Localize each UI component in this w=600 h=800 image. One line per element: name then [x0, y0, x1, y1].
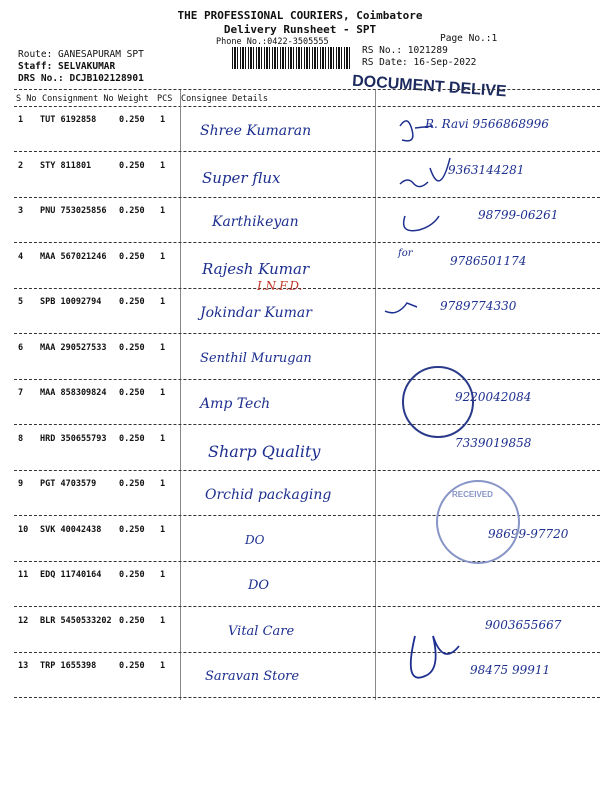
col-details: Consignee Details	[181, 94, 268, 104]
col-consignment: Consignment No	[42, 94, 114, 104]
row-consignee: Senthil Murugan	[200, 350, 312, 366]
row-pcs: 1	[160, 115, 166, 125]
row-receipt: 9363144281	[448, 162, 525, 177]
rs-date: RS Date: 16-Sep-2022	[362, 57, 477, 68]
row-sno: 2	[18, 160, 24, 171]
row-weight: 0.250	[119, 388, 145, 398]
row-receipt: R. Ravi 9566868996	[425, 117, 549, 131]
row-consignment: MAA 858309824	[40, 388, 107, 398]
row-pcs: 1	[160, 251, 166, 262]
row-weight: 0.250	[119, 342, 145, 353]
row-pcs: 1	[160, 297, 166, 307]
signature-13	[411, 636, 459, 678]
row-weight: 0.250	[119, 524, 145, 535]
row-weight: 0.250	[119, 479, 145, 489]
row-pcs: 1	[160, 206, 166, 216]
row-weight: 0.250	[119, 661, 145, 671]
row-consignment: PNU 753025856	[40, 206, 107, 216]
row-sno: 8	[18, 433, 24, 444]
row-sno: 12	[18, 615, 29, 626]
row-pcs: 1	[160, 524, 166, 535]
row-sno: 5	[18, 297, 24, 307]
row-weight: 0.250	[119, 206, 145, 216]
row-consignee: Vital Care	[228, 623, 295, 639]
row-receipt: 98699-97720	[488, 526, 569, 541]
row-consignee: Saravan Store	[205, 669, 300, 684]
row-consignment: EDQ 11740164	[40, 570, 102, 580]
inf-note: I.N.F.D.	[257, 279, 303, 293]
signature-2	[400, 158, 450, 187]
company-title: THE PROFESSIONAL COURIERS, Coimbatore	[177, 9, 423, 22]
row-consignee: Sharp Quality	[208, 441, 321, 461]
row-consignee: DO	[248, 578, 270, 593]
row-receipt: 98475 99911	[470, 663, 551, 677]
col-weight: Weight	[118, 94, 149, 104]
row-receipt: 9789774330	[440, 299, 517, 313]
received-stamp-label: RECEIVED	[452, 490, 493, 499]
row-consignment: SVK 40042438	[40, 524, 102, 535]
row-consignee: Super flux	[202, 168, 281, 187]
row-pcs: 1	[160, 479, 166, 489]
signature-3	[404, 216, 439, 231]
drs-number: DRS No.: DCJB102128901	[18, 73, 144, 84]
row-consignment: STY 811801	[40, 160, 92, 171]
row-sno: 13	[18, 661, 29, 671]
row-consignee: Rajesh Kumar	[202, 259, 310, 278]
row-sno: 1	[18, 115, 24, 125]
signature-5	[385, 303, 417, 313]
row-receipt: 9003655667	[485, 617, 562, 632]
phone-number: Phone No.:0422-3505555	[216, 37, 329, 47]
row-consignment: SPB 10092794	[40, 297, 102, 307]
rs-number: RS No.: 1021289	[362, 45, 448, 56]
row-consignment: TRP 1655398	[40, 661, 97, 671]
row-weight: 0.250	[119, 115, 145, 125]
row-receipt: 9786501174	[450, 253, 527, 268]
row-consignee: DO	[245, 532, 265, 547]
row-weight: 0.250	[119, 433, 145, 444]
row-weight: 0.250	[119, 570, 145, 580]
header-top-rule	[14, 89, 600, 90]
row-consignee: Shree Kumaran	[200, 123, 312, 139]
row-consignment: BLR 5450533202	[40, 615, 112, 626]
row-consignment: PGT 4703579	[40, 479, 97, 489]
col-sno: S No	[16, 94, 37, 104]
row-receipt: 7339019858	[455, 435, 532, 450]
row-sno: 9	[18, 479, 24, 489]
row-sno: 4	[18, 251, 24, 262]
row-consignment: HRD 350655793	[40, 433, 107, 444]
signature-1	[400, 121, 433, 141]
row-pcs: 1	[160, 342, 166, 353]
row-consignment: MAA 567021246	[40, 251, 107, 262]
row-weight: 0.250	[119, 615, 145, 626]
row-sno: 3	[18, 206, 24, 216]
route: Route: GANESAPURAM SPT	[18, 49, 144, 60]
row-consignee: Amp Tech	[200, 396, 271, 412]
row-sno: 10	[18, 524, 29, 535]
page-number: Page No.:1	[440, 33, 498, 44]
row-consignment: TUT 6192858	[40, 115, 97, 125]
row-sno: 6	[18, 342, 24, 353]
sheet-title: Delivery Runsheet - SPT	[223, 23, 377, 36]
row-weight: 0.250	[119, 251, 145, 262]
divider-details	[180, 90, 181, 700]
signatures-layer	[375, 106, 600, 706]
row-weight: 0.250	[119, 160, 145, 171]
row-weight: 0.250	[119, 297, 145, 307]
barcode	[232, 47, 352, 69]
row-pcs: 1	[160, 661, 166, 671]
row-pcs: 1	[160, 570, 166, 580]
row-receipt: 9220042084	[455, 390, 532, 404]
document-delivered-stamp: DOCUMENT DELIVE	[351, 72, 508, 101]
for-note: for	[398, 248, 413, 259]
col-pcs: PCS	[157, 94, 173, 104]
row-sno: 11	[18, 570, 29, 580]
row-consignment: MAA 290527533	[40, 342, 107, 353]
row-sno: 7	[18, 388, 24, 398]
row-pcs: 1	[160, 433, 166, 444]
row-pcs: 1	[160, 615, 166, 626]
row-pcs: 1	[160, 388, 166, 398]
row-consignee: Karthikeyan	[212, 214, 299, 230]
row-pcs: 1	[160, 160, 166, 171]
staff: Staff: SELVAKUMAR	[18, 61, 116, 72]
row-receipt: 98799-06261	[478, 208, 559, 222]
row-consignee: Orchid packaging	[205, 487, 332, 503]
row-consignee: Jokindar Kumar	[200, 305, 312, 321]
